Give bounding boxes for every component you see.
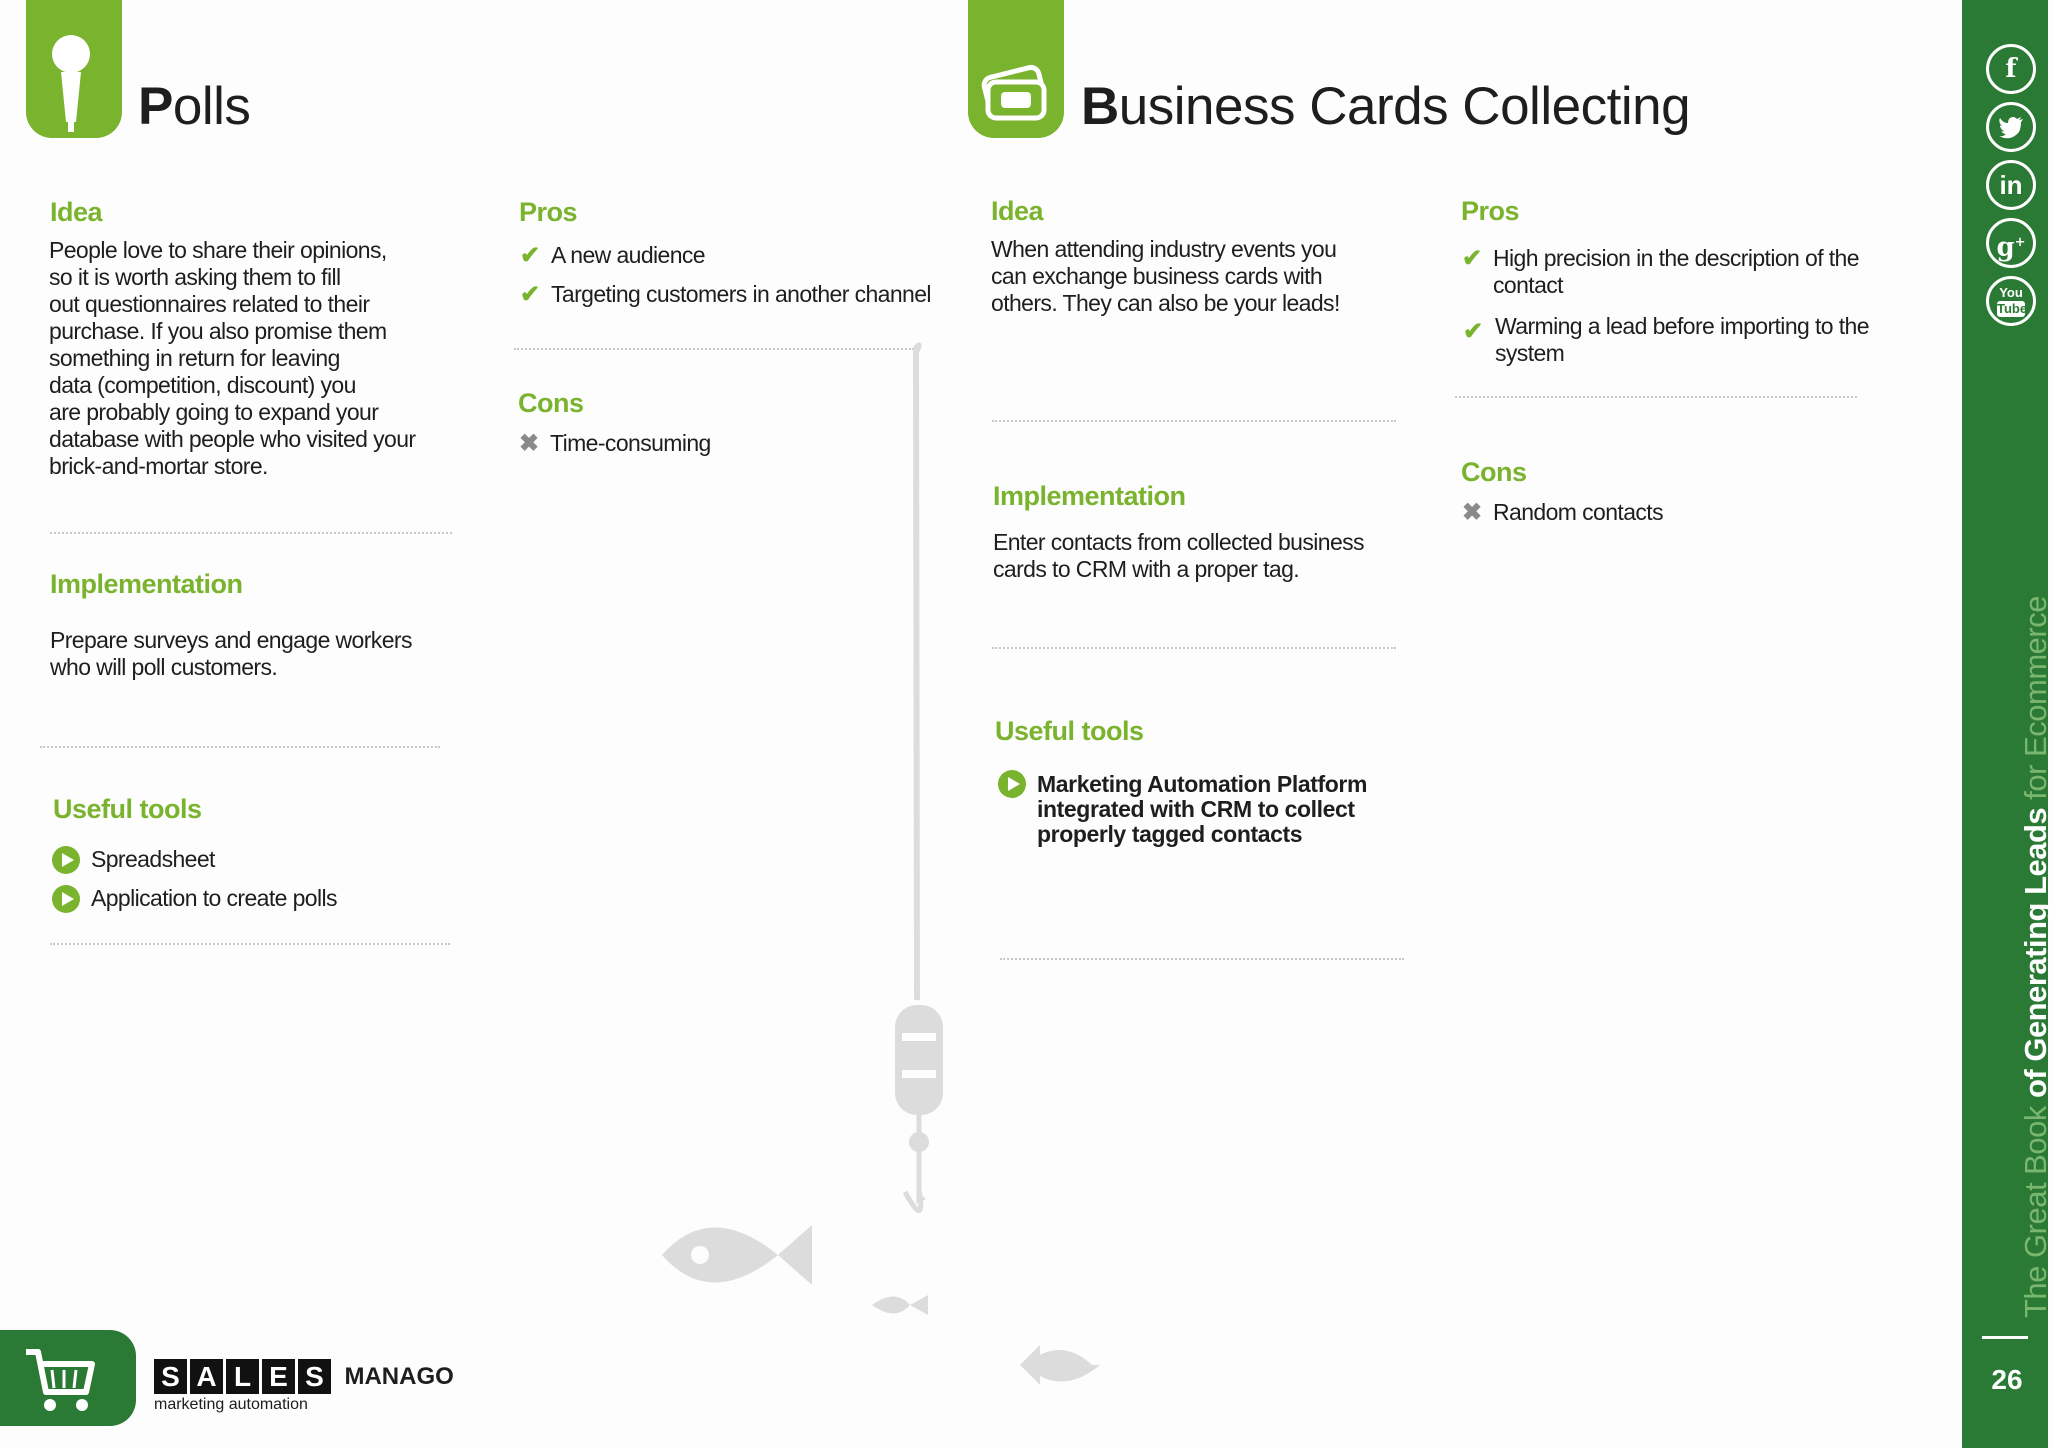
cards-implementation-text: Enter contacts from collected business cards to CRM with a proper tag. xyxy=(993,529,1364,582)
pro-item: Warming a lead before importing to the system xyxy=(1495,313,1869,366)
google-plus-icon[interactable]: g+ xyxy=(1986,218,2036,268)
play-bullet-icon xyxy=(52,885,80,913)
polls-badge xyxy=(26,0,122,138)
cards-idea-text: When attending industry events you can exchange business cards with others. They can also be your leads! xyxy=(991,236,1340,316)
page-number: 26 xyxy=(1991,1364,2023,1395)
cart-badge xyxy=(0,1330,136,1426)
cards-pros-heading: Pros xyxy=(1461,196,1520,226)
polls-idea-heading: Idea xyxy=(50,197,103,227)
cards-implementation-heading: Implementation xyxy=(993,481,1186,511)
check-icon: ✔ xyxy=(1462,245,1483,272)
cards-tools-heading: Useful tools xyxy=(995,716,1144,746)
facebook-icon[interactable]: f xyxy=(1986,44,2036,94)
polls-title: Polls xyxy=(138,77,251,136)
polls-pros-heading: Pros xyxy=(519,197,578,227)
tool-item: Spreadsheet xyxy=(91,846,215,872)
shopping-cart-icon xyxy=(0,1330,136,1426)
linkedin-icon[interactable]: in xyxy=(1986,160,2036,210)
tool-item: Application to create polls xyxy=(91,885,337,911)
fish-icon xyxy=(1020,1345,1100,1385)
check-icon: ✔ xyxy=(520,281,541,308)
cards-cons-heading: Cons xyxy=(1461,457,1527,487)
fish-icon xyxy=(662,1225,812,1285)
business-cards-icon xyxy=(968,0,1064,138)
cards-badge xyxy=(968,0,1064,138)
divider xyxy=(1455,396,1857,398)
con-item: Random contacts xyxy=(1493,499,1663,525)
tool-item: Marketing Automation Platform integrated with CRM to collect properly tagged contacts xyxy=(1037,771,1368,847)
book-title: The Great Book of Generating Leads for Ecommerce xyxy=(2018,596,2053,1318)
polls-implementation-heading: Implementation xyxy=(50,569,243,599)
pro-item: High precision in the description of the contact xyxy=(1493,245,1859,298)
divider xyxy=(1982,1336,2028,1339)
salesmanago-logo: S A L E S MANAGO xyxy=(154,1359,454,1394)
logo-tagline: marketing automation xyxy=(154,1396,308,1413)
divider xyxy=(40,746,440,748)
cross-icon: ✖ xyxy=(1462,499,1483,526)
polls-idea-text: People love to share their opinions, so it is worth asking them to fill out questionnaires related to their purchase. If you also promise them something in return for leaving data (competition, discount) you are probably going to expand your database with people who visited your brick-and-mortar store. xyxy=(49,237,416,479)
microphone-icon xyxy=(26,0,122,138)
pro-item: A new audience xyxy=(551,242,706,268)
cross-icon: ✖ xyxy=(519,430,540,457)
cards-title: Business Cards Collecting xyxy=(1081,77,1691,136)
pro-item: Targeting customers in another channel xyxy=(551,281,931,307)
divider xyxy=(50,943,450,945)
twitter-icon[interactable] xyxy=(1986,102,2036,152)
check-icon: ✔ xyxy=(1463,318,1484,345)
divider xyxy=(50,532,452,534)
polls-cons-heading: Cons xyxy=(518,388,584,418)
polls-implementation-text: Prepare surveys and engage workers who will poll customers. xyxy=(50,627,412,680)
youtube-icon[interactable]: You Tube xyxy=(1986,276,2036,326)
play-bullet-icon xyxy=(52,846,80,874)
con-item: Time-consuming xyxy=(550,430,711,456)
check-icon: ✔ xyxy=(520,242,541,269)
fish-icon xyxy=(872,1295,928,1315)
cards-idea-heading: Idea xyxy=(991,196,1044,226)
fishing-illustration xyxy=(640,330,1120,1410)
polls-tools-heading: Useful tools xyxy=(53,794,202,824)
